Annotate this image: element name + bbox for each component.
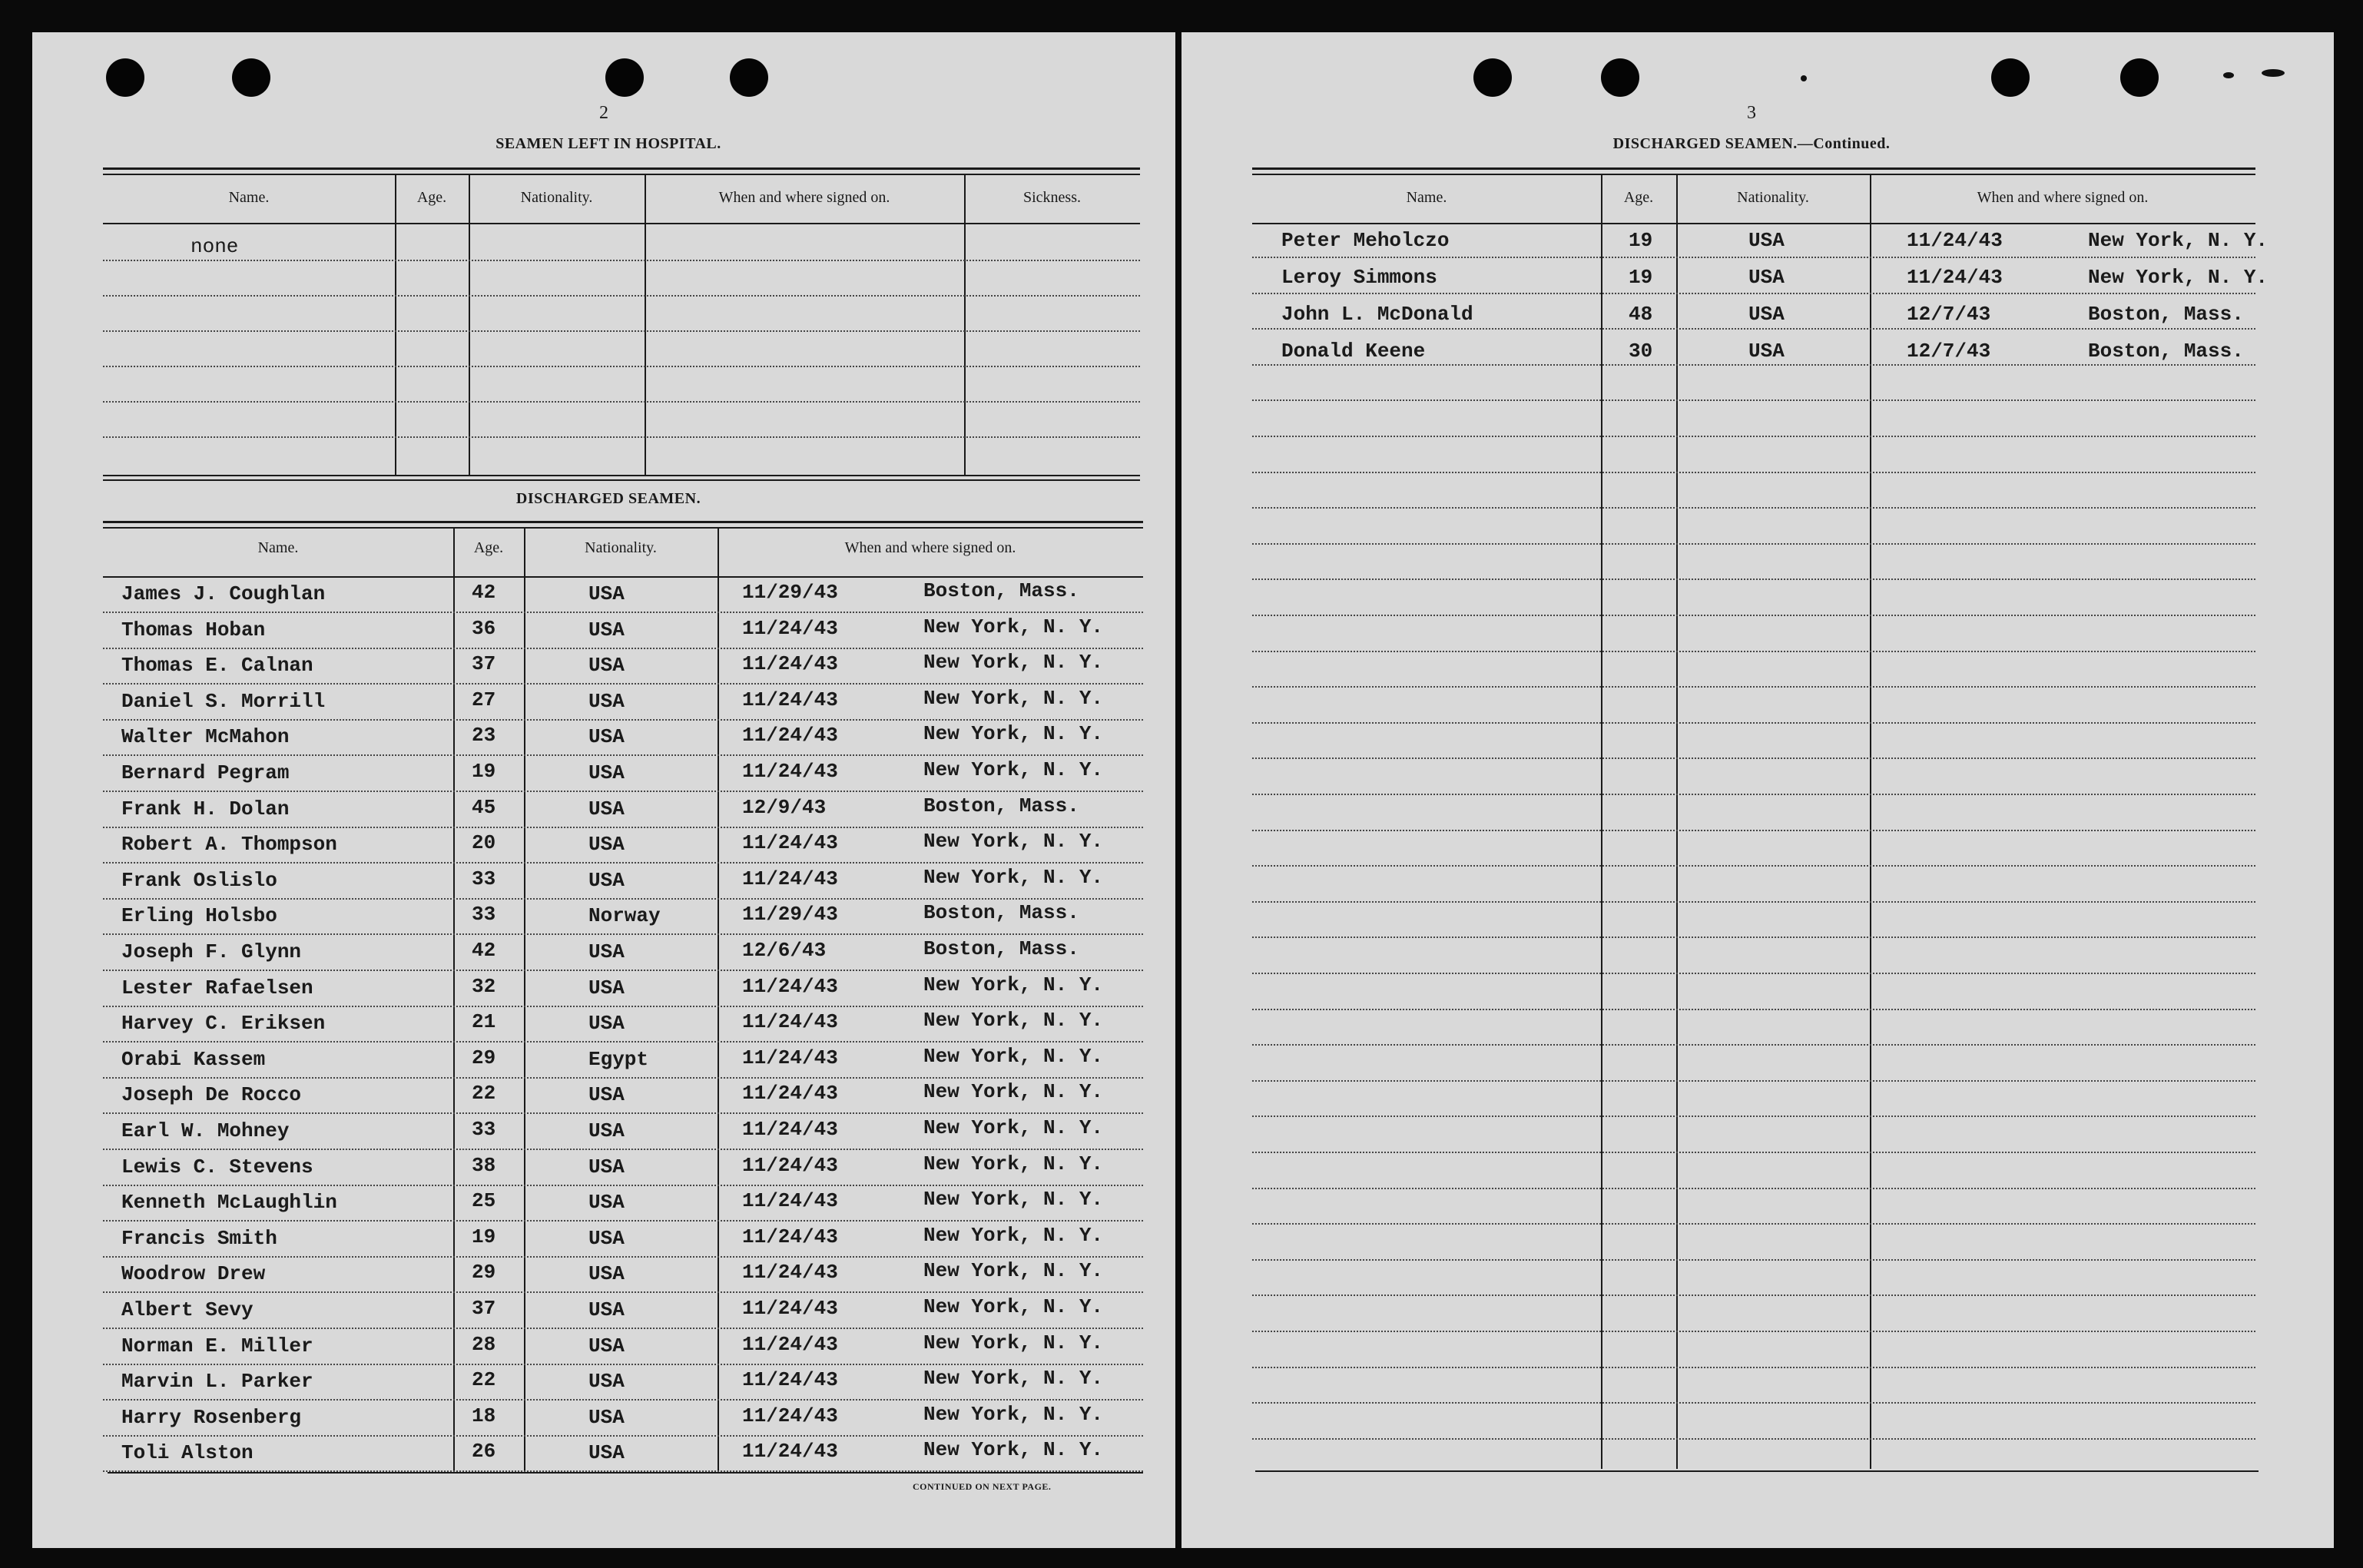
- hospital-col-nationality: Nationality.: [520, 189, 593, 206]
- signed-on-place: New York, N. Y.: [923, 830, 1104, 853]
- signed-on-date: 11/24/43: [1907, 266, 2003, 289]
- ruled-line: [103, 1041, 1143, 1043]
- seaman-age: 22: [472, 1368, 496, 1391]
- seaman-name: Leroy Simmons: [1281, 266, 1437, 289]
- signed-on-date: 11/29/43: [742, 581, 838, 604]
- ruled-line: [1252, 472, 2255, 473]
- seaman-name: Frank Oslislo: [121, 869, 277, 892]
- seaman-nationality: USA: [588, 1406, 625, 1429]
- seaman-nationality: USA: [1748, 340, 1785, 363]
- seaman-nationality: USA: [1748, 266, 1785, 289]
- signed-on-date: 11/24/43: [742, 652, 838, 675]
- signed-on-place: New York, N. Y.: [923, 1045, 1104, 1068]
- seaman-age: 21: [472, 1010, 496, 1033]
- seaman-age: 29: [472, 1046, 496, 1069]
- continued-col-name: Name.: [1406, 189, 1447, 206]
- ruled-line: [1252, 615, 2255, 616]
- signed-on-date: 11/24/43: [742, 1082, 838, 1105]
- ruled-line: [1252, 865, 2255, 867]
- table-rule: [1252, 174, 2255, 175]
- hospital-entry: none: [191, 235, 239, 258]
- table-rule: [1252, 167, 2255, 170]
- signed-on-date: 11/24/43: [742, 1368, 838, 1391]
- seaman-nationality: USA: [588, 1012, 625, 1035]
- signed-on-date: 11/24/43: [742, 975, 838, 998]
- ruled-line: [103, 827, 1143, 828]
- seaman-age: 20: [472, 831, 496, 854]
- ruled-line: [1252, 1152, 2255, 1153]
- signed-on-place: New York, N. Y.: [923, 1116, 1104, 1139]
- table-rule: [108, 1472, 1143, 1474]
- seaman-nationality: USA: [588, 869, 625, 892]
- hospital-col-name: Name.: [228, 189, 270, 206]
- signed-on-place: New York, N. Y.: [923, 973, 1104, 996]
- seaman-name: Francis Smith: [121, 1227, 277, 1250]
- seaman-nationality: USA: [588, 654, 625, 677]
- signed-on-date: 11/24/43: [742, 1010, 838, 1033]
- punch-hole: [730, 58, 768, 97]
- seaman-age: 19: [472, 1225, 496, 1248]
- seaman-nationality: USA: [588, 618, 625, 641]
- seaman-nationality: USA: [588, 1155, 625, 1178]
- seaman-age: 19: [1629, 229, 1653, 252]
- punch-hole: [232, 58, 270, 97]
- signed-on-place: Boston, Mass.: [2088, 340, 2244, 363]
- seaman-age: 25: [472, 1189, 496, 1212]
- ruled-line: [1252, 578, 2255, 580]
- column-rule: [1870, 175, 1871, 1469]
- ruled-line: [103, 754, 1143, 756]
- table-rule: [103, 174, 1140, 175]
- seaman-nationality: Egypt: [588, 1048, 649, 1071]
- ruled-line: [1252, 651, 2255, 652]
- signed-on-date: 11/24/43: [742, 724, 838, 747]
- signed-on-place: Boston, Mass.: [923, 901, 1079, 924]
- column-rule: [964, 175, 966, 476]
- seaman-nationality: USA: [588, 582, 625, 605]
- signed-on-date: 11/24/43: [742, 867, 838, 890]
- seaman-name: Walter McMahon: [121, 725, 290, 748]
- continued-section-title: DISCHARGED SEAMEN.—Continued.: [1612, 135, 1891, 152]
- seaman-name: Harry Rosenberg: [121, 1406, 302, 1429]
- signed-on-place: New York, N. Y.: [923, 1295, 1104, 1318]
- page-number: 2: [599, 103, 608, 123]
- column-rule: [645, 175, 646, 476]
- seaman-name: Kenneth McLaughlin: [121, 1191, 337, 1214]
- ruled-line: [103, 295, 1140, 297]
- seaman-name: Woodrow Drew: [121, 1262, 266, 1285]
- signed-on-date: 11/29/43: [742, 903, 838, 926]
- seaman-name: Peter Meholczo: [1281, 229, 1450, 252]
- seaman-name: Bernard Pegram: [121, 761, 290, 784]
- seaman-age: 37: [472, 1297, 496, 1320]
- seaman-age: 36: [472, 617, 496, 640]
- seaman-name: Joseph F. Glynn: [121, 940, 302, 963]
- signed-on-place: New York, N. Y.: [923, 1438, 1104, 1461]
- signed-on-place: New York, N. Y.: [923, 1367, 1104, 1390]
- seaman-nationality: USA: [588, 1227, 625, 1250]
- seaman-age: 28: [472, 1333, 496, 1356]
- hospital-col-signed-on: When and where signed on.: [718, 189, 890, 206]
- seaman-name: Erling Holsbo: [121, 904, 277, 927]
- ruled-line: [1252, 1259, 2255, 1261]
- seaman-name: James J. Coughlan: [121, 582, 326, 605]
- ruled-line: [1252, 293, 2255, 294]
- punch-hole: [2120, 58, 2159, 97]
- ruled-line: [1252, 794, 2255, 795]
- seaman-nationality: USA: [588, 1262, 625, 1285]
- seaman-age: 42: [472, 939, 496, 962]
- signed-on-place: New York, N. Y.: [923, 1224, 1104, 1247]
- signed-on-date: 11/24/43: [742, 1261, 838, 1284]
- seaman-nationality: USA: [588, 833, 625, 856]
- continued-col-age: Age.: [1623, 189, 1654, 206]
- seaman-name: Joseph De Rocco: [121, 1083, 302, 1106]
- seaman-age: 32: [472, 975, 496, 998]
- hospital-col-age: Age.: [416, 189, 447, 206]
- ruled-line: [103, 1435, 1143, 1437]
- ruled-line: [1252, 543, 2255, 545]
- ruled-line: [1252, 973, 2255, 974]
- seaman-age: 33: [472, 903, 496, 926]
- signed-on-date: 11/24/43: [1907, 229, 2003, 252]
- signed-on-place: New York, N. Y.: [923, 866, 1104, 889]
- seaman-age: 29: [472, 1261, 496, 1284]
- signed-on-place: New York, N. Y.: [923, 651, 1104, 674]
- signed-on-place: New York, N. Y.: [923, 1080, 1104, 1103]
- discharged-col-nationality: Nationality.: [585, 539, 657, 556]
- seaman-name: Harvey C. Eriksen: [121, 1012, 326, 1035]
- signed-on-date: 11/24/43: [742, 1297, 838, 1320]
- signed-on-place: Boston, Mass.: [923, 794, 1079, 817]
- seaman-age: 19: [1629, 266, 1653, 289]
- ruled-line: [103, 366, 1140, 367]
- seaman-nationality: USA: [588, 1119, 625, 1142]
- signed-on-date: 11/24/43: [742, 688, 838, 711]
- signed-on-place: New York, N. Y.: [923, 1259, 1104, 1282]
- ruled-line: [1252, 1009, 2255, 1010]
- signed-on-date: 11/24/43: [742, 760, 838, 783]
- ruled-line: [103, 612, 1143, 613]
- hospital-section-title: SEAMEN LEFT IN HOSPITAL.: [495, 135, 721, 152]
- ruled-line: [103, 933, 1143, 935]
- signed-on-date: 11/24/43: [742, 1189, 838, 1212]
- seaman-nationality: USA: [588, 1191, 625, 1214]
- table-rule: [103, 527, 1143, 529]
- signed-on-date: 11/24/43: [742, 1046, 838, 1069]
- seaman-age: 19: [472, 760, 496, 783]
- signed-on-place: New York, N. Y.: [2088, 229, 2269, 252]
- table-rule: [103, 223, 1140, 224]
- column-rule: [524, 529, 525, 1472]
- ruled-line: [103, 330, 1140, 332]
- seaman-age: 42: [472, 581, 496, 604]
- ruled-line: [1252, 1223, 2255, 1225]
- seaman-name: Norman E. Miller: [121, 1334, 313, 1357]
- hospital-col-sickness: Sickness.: [1023, 189, 1081, 206]
- seaman-nationality: USA: [588, 1298, 625, 1321]
- ruled-line: [1252, 1402, 2255, 1404]
- ruled-line: [103, 862, 1143, 864]
- signed-on-place: Boston, Mass.: [2088, 303, 2244, 326]
- seaman-age: 26: [472, 1440, 496, 1463]
- signed-on-place: New York, N. Y.: [923, 615, 1104, 638]
- table-rule: [103, 475, 1140, 476]
- punch-hole: [1473, 58, 1512, 97]
- seaman-name: Lester Rafaelsen: [121, 976, 313, 999]
- seaman-nationality: USA: [588, 1334, 625, 1357]
- seaman-age: 23: [472, 724, 496, 747]
- ruled-line: [103, 1399, 1143, 1401]
- signed-on-date: 11/24/43: [742, 1440, 838, 1463]
- column-rule: [1601, 175, 1602, 1469]
- signed-on-place: New York, N. Y.: [923, 1403, 1104, 1426]
- seaman-nationality: USA: [588, 976, 625, 999]
- seaman-nationality: USA: [588, 1083, 625, 1106]
- seaman-age: 38: [472, 1154, 496, 1177]
- punch-hole: [1601, 58, 1639, 97]
- table-rule: [103, 521, 1143, 523]
- ruled-line: [1252, 507, 2255, 509]
- ruled-line: [103, 1364, 1143, 1365]
- continued-note: CONTINUED ON NEXT PAGE.: [913, 1481, 1052, 1492]
- ruled-line: [1252, 1367, 2255, 1368]
- table-rule: [103, 167, 1140, 170]
- signed-on-date: 11/24/43: [742, 1118, 838, 1141]
- seaman-name: Donald Keene: [1281, 340, 1426, 363]
- seaman-age: 30: [1629, 340, 1653, 363]
- seaman-name: Marvin L. Parker: [121, 1370, 313, 1393]
- speck: [2262, 69, 2285, 77]
- continued-col-nationality: Nationality.: [1737, 189, 1809, 206]
- ruled-line: [1252, 1044, 2255, 1046]
- table-rule: [1252, 223, 2255, 224]
- seaman-nationality: USA: [588, 725, 625, 748]
- seaman-age: 22: [472, 1082, 496, 1105]
- ruled-line: [1252, 1438, 2255, 1440]
- signed-on-place: New York, N. Y.: [2088, 266, 2269, 289]
- column-rule: [395, 175, 396, 476]
- ruled-line: [103, 1006, 1143, 1007]
- left-page: [32, 32, 1175, 1548]
- seaman-nationality: USA: [588, 690, 625, 713]
- ruled-line: [103, 401, 1140, 403]
- discharged-col-name: Name.: [257, 539, 299, 556]
- ruled-line: [103, 1291, 1143, 1293]
- seaman-name: Toli Alston: [121, 1441, 254, 1464]
- ruled-line: [103, 260, 1140, 261]
- signed-on-date: 12/6/43: [742, 939, 827, 962]
- seaman-nationality: USA: [588, 1370, 625, 1393]
- signed-on-date: 11/24/43: [742, 1154, 838, 1177]
- ruled-line: [1252, 1080, 2255, 1082]
- column-rule: [718, 529, 719, 1472]
- ruled-line: [1252, 722, 2255, 724]
- ruled-line: [1252, 436, 2255, 437]
- right-page: [1182, 32, 2334, 1548]
- signed-on-place: New York, N. Y.: [923, 687, 1104, 710]
- signed-on-place: New York, N. Y.: [923, 1331, 1104, 1354]
- seaman-nationality: USA: [588, 940, 625, 963]
- seaman-name: Thomas E. Calnan: [121, 654, 313, 677]
- seaman-name: Lewis C. Stevens: [121, 1155, 313, 1178]
- signed-on-date: 12/7/43: [1907, 303, 1991, 326]
- speck: [2223, 72, 2234, 78]
- column-rule: [453, 529, 455, 1472]
- ruled-line: [103, 1328, 1143, 1329]
- ruled-line: [1252, 1188, 2255, 1189]
- signed-on-date: 11/24/43: [742, 1404, 838, 1427]
- ruled-line: [1252, 757, 2255, 759]
- ruled-line: [1252, 830, 2255, 831]
- table-rule: [1255, 1470, 2259, 1472]
- signed-on-date: 11/24/43: [742, 1333, 838, 1356]
- seaman-nationality: Norway: [588, 904, 661, 927]
- discharged-section-title: DISCHARGED SEAMEN.: [515, 490, 701, 507]
- signed-on-place: New York, N. Y.: [923, 1188, 1104, 1211]
- signed-on-place: New York, N. Y.: [923, 758, 1104, 781]
- seaman-age: 33: [472, 1118, 496, 1141]
- seaman-nationality: USA: [1748, 303, 1785, 326]
- seaman-nationality: USA: [588, 1441, 625, 1464]
- ruled-line: [1252, 257, 2255, 258]
- ruled-line: [103, 1185, 1143, 1186]
- seaman-name: Robert A. Thompson: [121, 833, 337, 856]
- ruled-line: [1252, 901, 2255, 903]
- seaman-nationality: USA: [1748, 229, 1785, 252]
- table-rule: [103, 479, 1140, 481]
- ruled-line: [1252, 686, 2255, 688]
- signed-on-date: 12/7/43: [1907, 340, 1991, 363]
- seaman-name: Orabi Kassem: [121, 1048, 266, 1071]
- ruled-line: [103, 1112, 1143, 1114]
- seaman-name: John L. McDonald: [1281, 303, 1473, 326]
- seaman-age: 18: [472, 1404, 496, 1427]
- ruled-line: [103, 436, 1140, 438]
- column-rule: [469, 175, 470, 476]
- seaman-age: 37: [472, 652, 496, 675]
- signed-on-date: 11/24/43: [742, 617, 838, 640]
- table-rule: [103, 576, 1143, 578]
- signed-on-date: 11/24/43: [742, 831, 838, 854]
- seaman-nationality: USA: [588, 797, 625, 820]
- ruled-line: [1252, 936, 2255, 938]
- continued-col-signed-on: When and where signed on.: [1977, 189, 2149, 206]
- seaman-name: Thomas Hoban: [121, 618, 266, 641]
- ruled-line: [1252, 1331, 2255, 1332]
- page-number: 3: [1747, 103, 1756, 123]
- discharged-col-signed-on: When and where signed on.: [844, 539, 1016, 556]
- ruled-line: [103, 648, 1143, 649]
- signed-on-place: New York, N. Y.: [923, 1152, 1104, 1175]
- ruled-line: [103, 719, 1143, 721]
- seaman-age: 45: [472, 796, 496, 819]
- signed-on-place: Boston, Mass.: [923, 579, 1079, 602]
- ruled-line: [103, 1149, 1143, 1150]
- seaman-age: 48: [1629, 303, 1653, 326]
- ruled-line: [103, 970, 1143, 971]
- ruled-line: [1252, 364, 2255, 366]
- seaman-nationality: USA: [588, 761, 625, 784]
- ruled-line: [1252, 399, 2255, 401]
- punch-hole: [605, 58, 644, 97]
- signed-on-date: 12/9/43: [742, 796, 827, 819]
- punch-hole: [106, 58, 144, 97]
- punch-hole: [1991, 58, 2030, 97]
- signed-on-place: New York, N. Y.: [923, 1009, 1104, 1032]
- ruled-line: [1252, 1295, 2255, 1296]
- ruled-line: [103, 791, 1143, 792]
- ruled-line: [1252, 328, 2255, 330]
- seaman-age: 33: [472, 867, 496, 890]
- seaman-name: Daniel S. Morrill: [121, 690, 326, 713]
- signed-on-place: New York, N. Y.: [923, 722, 1104, 745]
- ruled-line: [103, 898, 1143, 900]
- ruled-line: [103, 1077, 1143, 1079]
- signed-on-date: 11/24/43: [742, 1225, 838, 1248]
- seaman-name: Albert Sevy: [121, 1298, 254, 1321]
- ruled-line: [103, 683, 1143, 685]
- discharged-col-age: Age.: [473, 539, 504, 556]
- seaman-age: 27: [472, 688, 496, 711]
- ruled-line: [1252, 1116, 2255, 1117]
- seaman-name: Earl W. Mohney: [121, 1119, 290, 1142]
- signed-on-place: Boston, Mass.: [923, 937, 1079, 960]
- speck: [1801, 75, 1807, 81]
- seaman-name: Frank H. Dolan: [121, 797, 290, 820]
- ruled-line: [103, 1256, 1143, 1258]
- column-rule: [1676, 175, 1678, 1469]
- ruled-line: [103, 1220, 1143, 1222]
